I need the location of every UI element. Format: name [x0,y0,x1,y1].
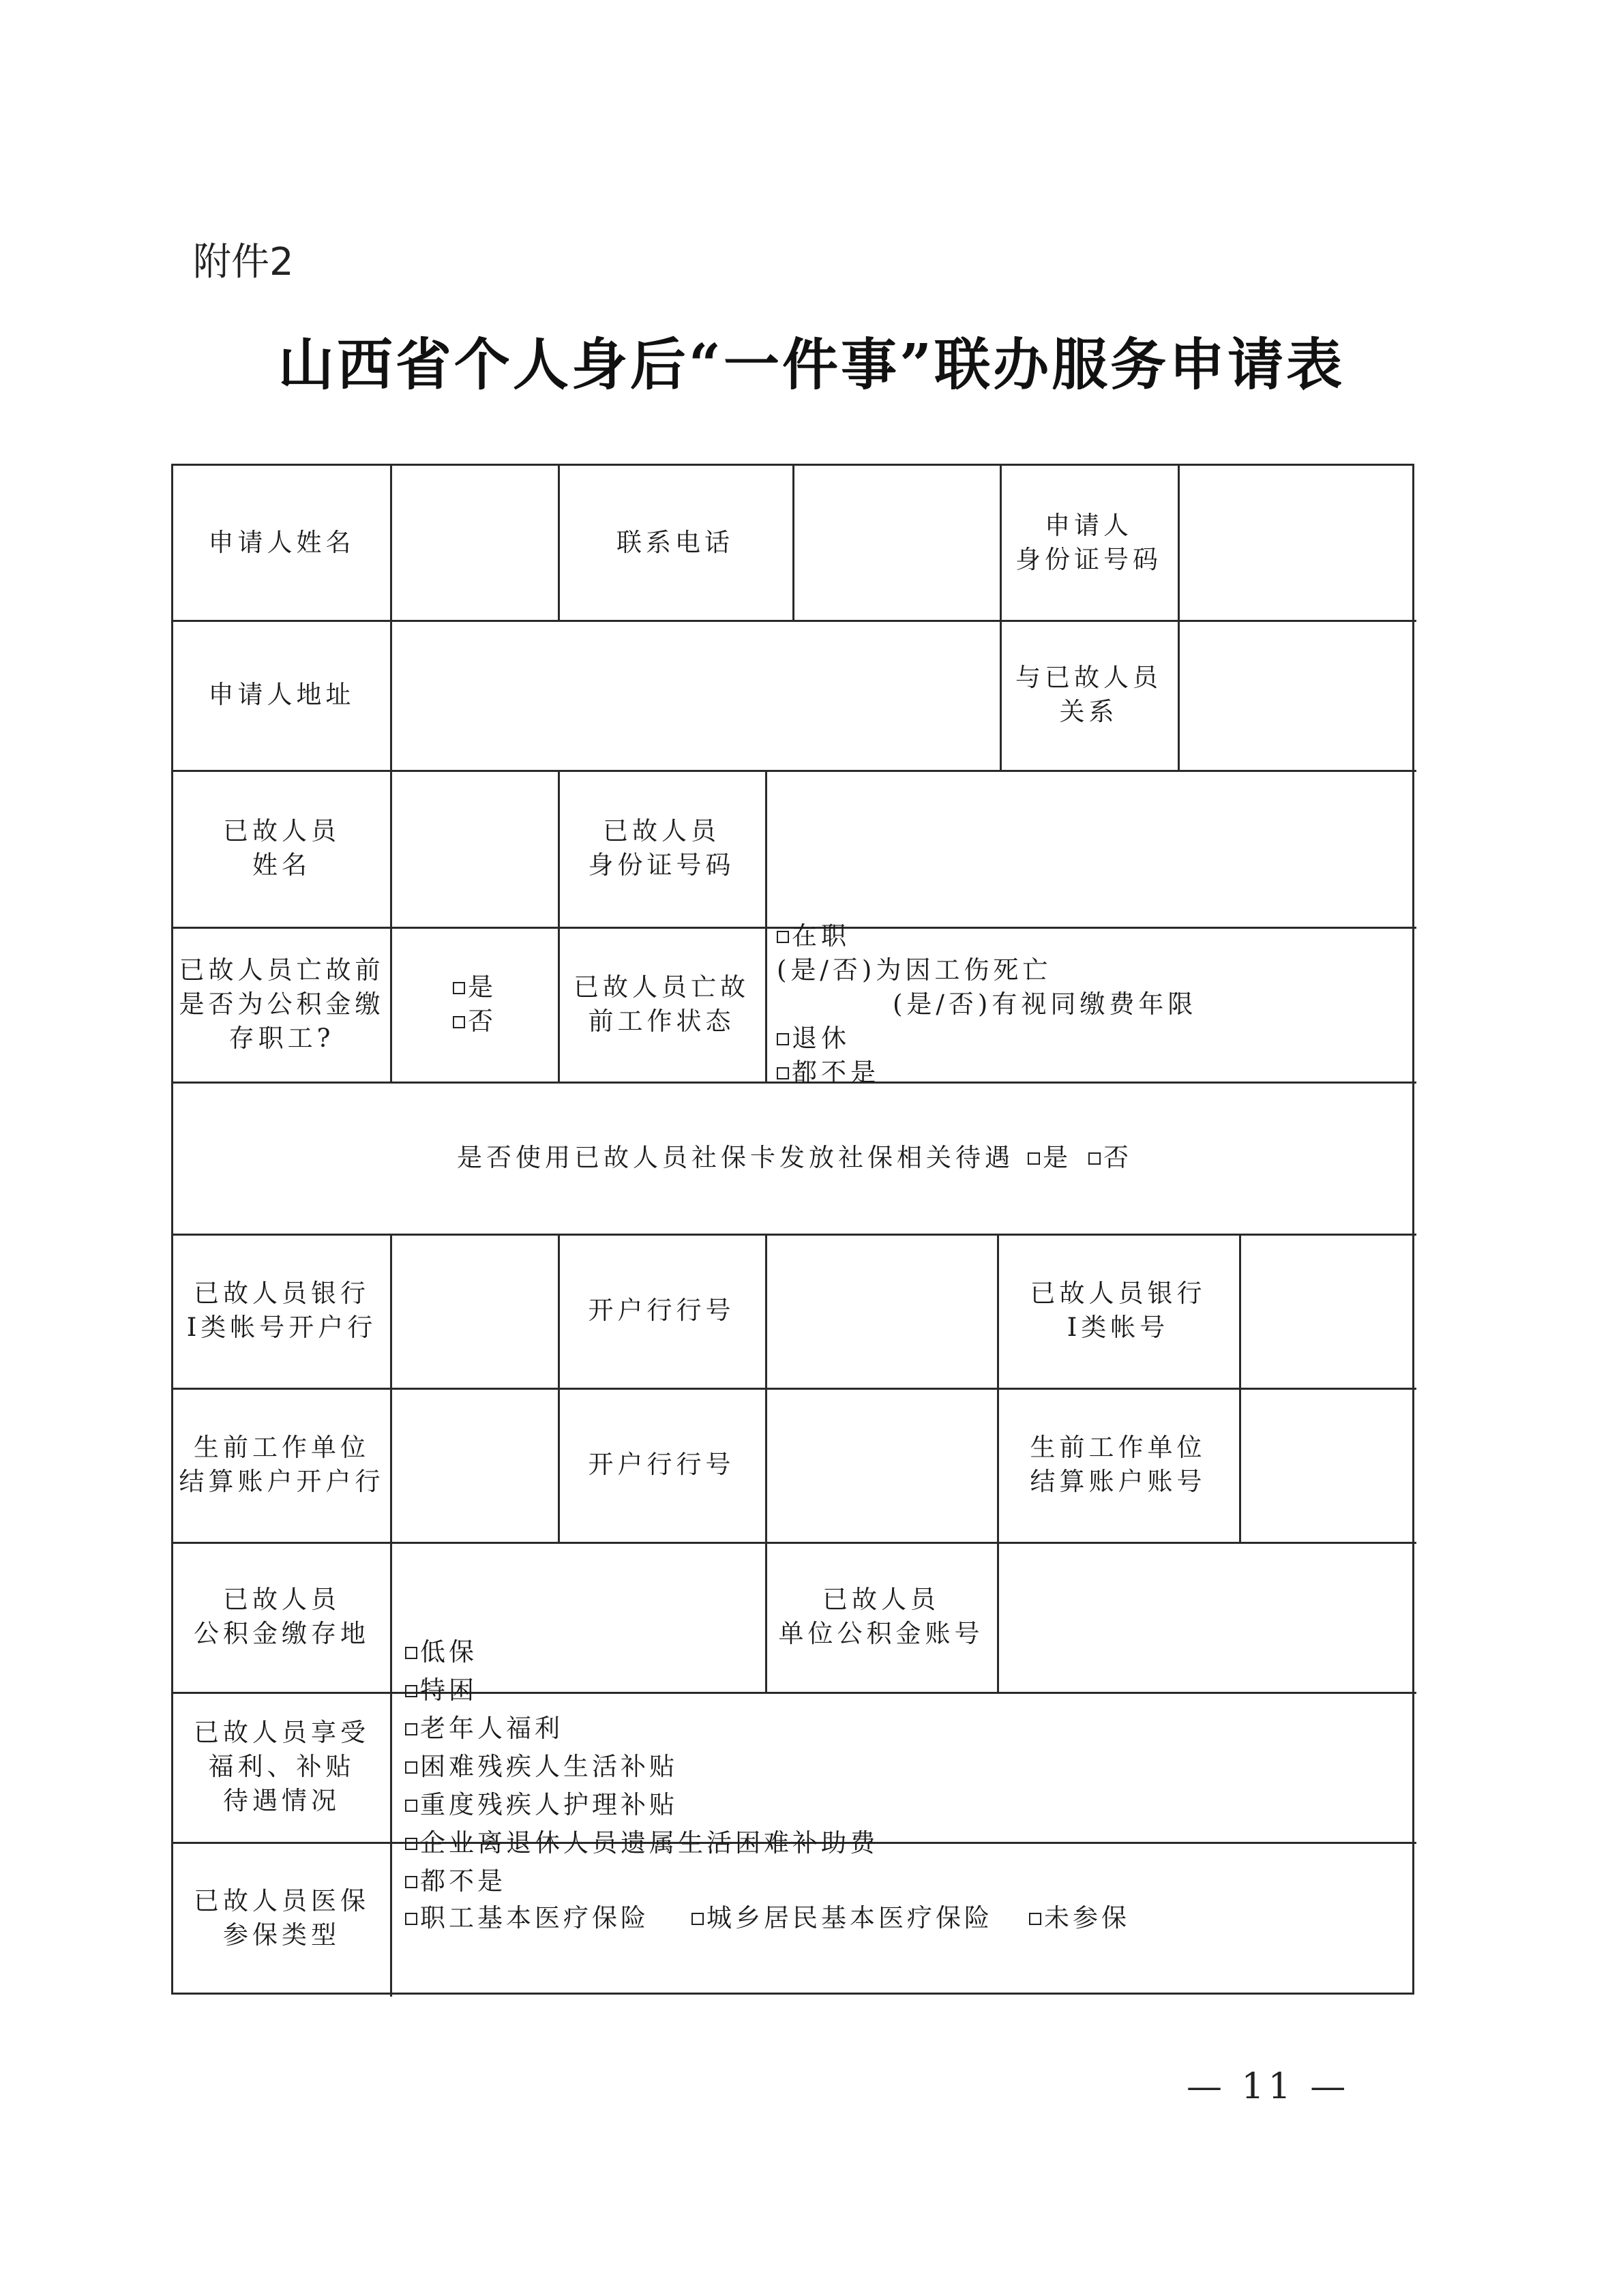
checkbox-icon[interactable] [453,982,465,994]
medical-option-none[interactable]: 未参保 [1029,1901,1130,1935]
welfare-options [405,1637,1411,1896]
phone-field[interactable] [794,466,1000,620]
checkbox-icon[interactable] [1088,1152,1101,1165]
phone-label: 联系电话 [616,528,734,557]
employer-account-label: 生前工作单位 结算账户账号 [1030,1433,1206,1496]
fund-account-label: 已故人员 单位公积金账号 [778,1585,984,1648]
applicant-address-field[interactable] [392,622,1000,770]
fund-account-field[interactable] [999,1544,1414,1692]
fund-no-option[interactable]: 否 [453,1004,497,1039]
checkbox-icon[interactable] [1029,1913,1041,1925]
attachment-label: 附件2 [193,240,294,284]
checkbox-icon[interactable] [691,1913,704,1925]
page-number: — 11 — [1187,2066,1350,2107]
bank-code-label: 开户行行号 [588,1296,735,1325]
fund-yes-option[interactable]: 是 [453,970,497,1004]
employer-bank-code-field[interactable] [767,1390,997,1542]
work-status-label: 已故人员亡故 前工作状态 [574,972,749,1036]
deceased-name-field[interactable] [392,772,558,927]
checkbox-icon[interactable] [405,1800,417,1812]
work-status-options [777,921,1411,1087]
checkbox-icon[interactable] [405,1913,417,1925]
relation-label: 与已故人员 关系 [1015,663,1162,726]
checkbox-icon[interactable] [1028,1152,1040,1165]
social-card-no-option[interactable]: 否 [1088,1141,1133,1175]
status-none-option[interactable]: 都不是 [777,1056,1197,1090]
bank-account-field[interactable] [1241,1236,1414,1388]
deceased-id-label: 已故人员 身份证号码 [588,816,735,880]
welfare-option-elderly[interactable]: 老年人福利 [405,1710,630,1748]
bank-opening-field[interactable] [392,1236,558,1388]
applicant-name-field[interactable] [392,466,558,620]
checkbox-icon[interactable] [405,1647,417,1659]
welfare-option-extreme-poverty[interactable]: 特困 [405,1671,559,1710]
bank-opening-label: 已故人员银行 I类帐号开户行 [186,1279,377,1342]
deceased-id-field[interactable] [767,772,1414,927]
welfare-option-none[interactable]: 都不是 [405,1862,920,1900]
checkbox-icon[interactable] [777,1033,789,1045]
applicant-id-label: 申请人 身份证号码 [1015,511,1162,574]
relation-field[interactable] [1180,622,1414,770]
medical-options [405,1842,1411,1995]
welfare-option-retiree-survivor[interactable]: 企业离退休人员遗属生活困难补助费 [405,1824,920,1862]
form-title: 山西省个人身后“一件事”联办服务申请表 [278,332,1345,398]
social-card-question: 是否使用已故人员社保卡发放社保相关待遇 [457,1142,1014,1172]
status-injury-text: (是/否)为因工伤死亡 [777,955,1052,985]
fund-question-label: 已故人员亡故前 是否为公积金缴 存职工? [179,955,385,1053]
social-card-yes-option[interactable]: 是 [1028,1141,1072,1175]
applicant-id-field[interactable] [1180,466,1414,620]
bank-account-label: 已故人员银行 I类帐号 [1030,1279,1206,1342]
checkbox-icon[interactable] [777,931,789,943]
checkbox-icon[interactable] [453,1016,465,1028]
checkbox-icon[interactable] [405,1685,417,1697]
applicant-address-label: 申请人地址 [208,680,355,709]
deceased-name-label: 已故人员 姓名 [223,816,340,880]
fund-location-label: 已故人员 公积金缴存地 [194,1585,370,1648]
checkbox-icon[interactable] [405,1723,417,1735]
medical-option-resident[interactable]: 城乡居民基本医疗保险 [691,1901,1029,1935]
employer-bank-label: 生前工作单位 结算账户开户行 [179,1433,385,1496]
application-form [171,464,1414,1995]
welfare-option-low-income[interactable]: 低保 [405,1633,572,1671]
welfare-option-disability-care[interactable]: 重度残疾人护理补贴 [405,1786,719,1824]
status-contribution-text: (是/否)有视同缴费年限 [893,989,1197,1019]
welfare-option-disability-living[interactable]: 困难残疾人生活补贴 [405,1748,920,1786]
checkbox-icon[interactable] [777,1067,789,1079]
medical-option-employee[interactable]: 职工基本医疗保险 [405,1901,691,1935]
status-employed-option[interactable]: 在职 [777,919,893,953]
welfare-label: 已故人员享受 福利、补贴 待遇情况 [194,1718,370,1815]
employer-account-field[interactable] [1241,1390,1414,1542]
checkbox-icon[interactable] [405,1761,417,1774]
col-divider [390,1692,392,1997]
medical-label: 已故人员医保 参保类型 [194,1886,370,1950]
bank-code-field[interactable] [767,1236,997,1388]
applicant-name-label: 申请人姓名 [208,528,355,557]
employer-bank-field[interactable] [392,1390,558,1542]
fund-question-options [392,927,558,1082]
status-retired-option[interactable]: 退休 [777,1022,913,1056]
employer-bank-code-label: 开户行行号 [588,1450,735,1479]
social-card-row [173,1082,1416,1234]
